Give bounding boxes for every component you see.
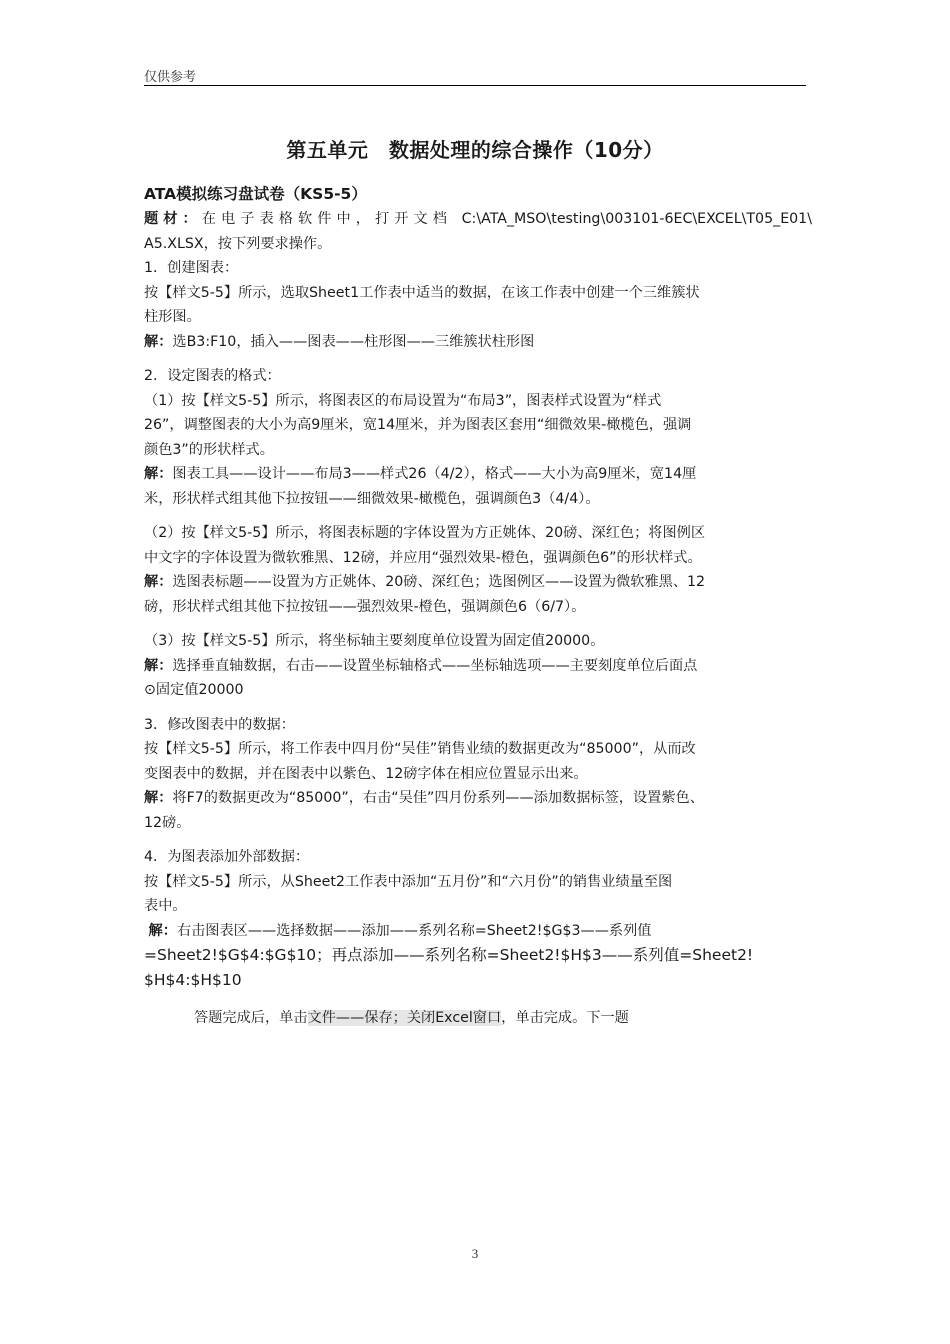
task2-heading: 2．设定图表的格式：: [144, 368, 281, 384]
task3-desc-1: 按【样文5-5】所示，将工作表中四月份“吴佳”销售业绩的数据更改为“85000”，从而改: [144, 741, 696, 757]
task1-desc-1: 按【样文5-5】所示，选取Sheet1工作表中适当的数据，在该工作表中创建一个三维簇状: [144, 284, 700, 301]
material-line-2: A5.XLSX，按下列要求操作。: [144, 235, 332, 252]
answer-label: 解：: [144, 333, 173, 350]
page-title: 第五单元 数据处理的综合操作（10分）: [286, 138, 664, 162]
task4-answer-2: =Sheet2!$G$4:$G$10；再点添加——系列名称=Sheet2!$H$3——系列值=Sheet2!: [144, 946, 754, 964]
task2-p2-line-2: 中文字的字体设置为微软雅黑、12磅，并应用“强烈效果-橙色，强调颜色6”的形状样式。: [144, 549, 702, 566]
material-line-1: [144, 207, 812, 232]
task2-a2-text-1: 选图表标题——设置为方正姚体、20磅、深红色；选图例区——设置为微软雅黑、12: [172, 574, 706, 590]
task2-p2-line-1: （2）按【样文5-5】所示，将图表标题的字体设置为方正姚体、20磅、深红色；将图例区: [144, 525, 706, 541]
page-header: 仅供参考: [144, 70, 197, 85]
answer-label: 解：: [144, 790, 173, 806]
task2-p1-line-1: （1）按【样文5-5】所示，将图表区的布局设置为“布局3”，图表样式设置为“样式: [144, 392, 662, 409]
task2-a2-line-2: 磅，形状样式组其他下拉按钮——强烈效果-橙色，强调颜色6（6/7）。: [144, 598, 586, 615]
task3-heading: 3．修改图表中的数据：: [144, 716, 295, 733]
task2-p3-line-1: （3）按【样文5-5】所示，将坐标轴主要刻度单位设置为固定值20000。: [144, 633, 605, 649]
task1-heading: 1．创建图表：: [144, 260, 239, 276]
task2-a1-text-1: 图表工具——设计——布局3——样式26（4/2），格式——大小为高9厘米，宽14厘: [172, 466, 697, 482]
task4-answer-3: $H$4:$H$10: [144, 970, 242, 989]
material-label: 题材：: [144, 211, 202, 227]
answer-label: 解：: [144, 657, 173, 674]
material-text-1: 在电子表格软件中，打开文档 C:\ATA_MSO\testing\003101-6EC\EXCEL\T05_E01\: [201, 211, 812, 227]
task2-a1-line-1: [144, 462, 812, 487]
answer-label: 解：: [144, 574, 173, 590]
task2-a3-line-1: [144, 654, 812, 679]
document-body: [144, 182, 812, 1031]
task4-desc-2: 表中。: [144, 898, 187, 914]
completion-note-1: 答题完成后，单击: [194, 1010, 308, 1026]
task1-answer-text: 选B3:F10，插入——图表——柱形图——三维簇状柱形图: [172, 333, 535, 350]
task2-a3-line-2: ⊙固定值20000: [144, 682, 244, 698]
task3-answer-1: [144, 786, 812, 811]
task1-desc-2: 柱形图。: [144, 309, 201, 325]
task4-answer-1: [144, 919, 812, 944]
completion-note-highlight: 文件——保存；关闭Excel窗口: [307, 1010, 502, 1026]
task2-a3-text-1: 选择垂直轴数据，右击——设置坐标轴格式——坐标轴选项——主要刻度单位后面点: [172, 657, 698, 674]
page-number: 3: [471, 1246, 479, 1261]
task3-answer-2: 12磅。: [144, 814, 191, 831]
task3-desc-2: 变图表中的数据，并在图表中以紫色、12磅字体在相应位置显示出来。: [144, 765, 588, 782]
task4-heading: 4．为图表添加外部数据：: [144, 849, 310, 865]
task2-a1-line-2: 米，形状样式组其他下拉按钮——细微效果-橄榄色，强调颜色3（4/4）。: [144, 490, 600, 507]
header-rule: [144, 85, 806, 86]
task4-desc-1: 按【样文5-5】所示，从Sheet2工作表中添加“五月份”和“六月份”的销售业绩量至图: [144, 873, 673, 890]
completion-note: [144, 1006, 812, 1031]
task2-p1-line-2: 26”，调整图表的大小为高9厘米，宽14厘米，并为图表区套用“细微效果-橄榄色，强调: [144, 417, 692, 433]
task1-answer: [144, 330, 812, 355]
task2-p1-line-3: 颜色3”的形状样式。: [144, 441, 274, 458]
answer-label: 解：: [148, 922, 177, 939]
exam-subtitle: ATA模拟练习盘试卷（KS5-5）: [144, 185, 367, 203]
answer-label: 解：: [144, 466, 173, 482]
completion-note-2: ，单击完成。下一题: [501, 1010, 629, 1026]
task3-answer-text-1: 将F7的数据更改为“85000”，右击“吴佳”四月份系列——添加数据标签，设置紫色、: [172, 790, 704, 806]
task4-answer-text-1: 右击图表区——选择数据——添加——系列名称=Sheet2!$G$3——系列值: [176, 922, 652, 939]
task2-a2-line-1: [144, 570, 812, 595]
